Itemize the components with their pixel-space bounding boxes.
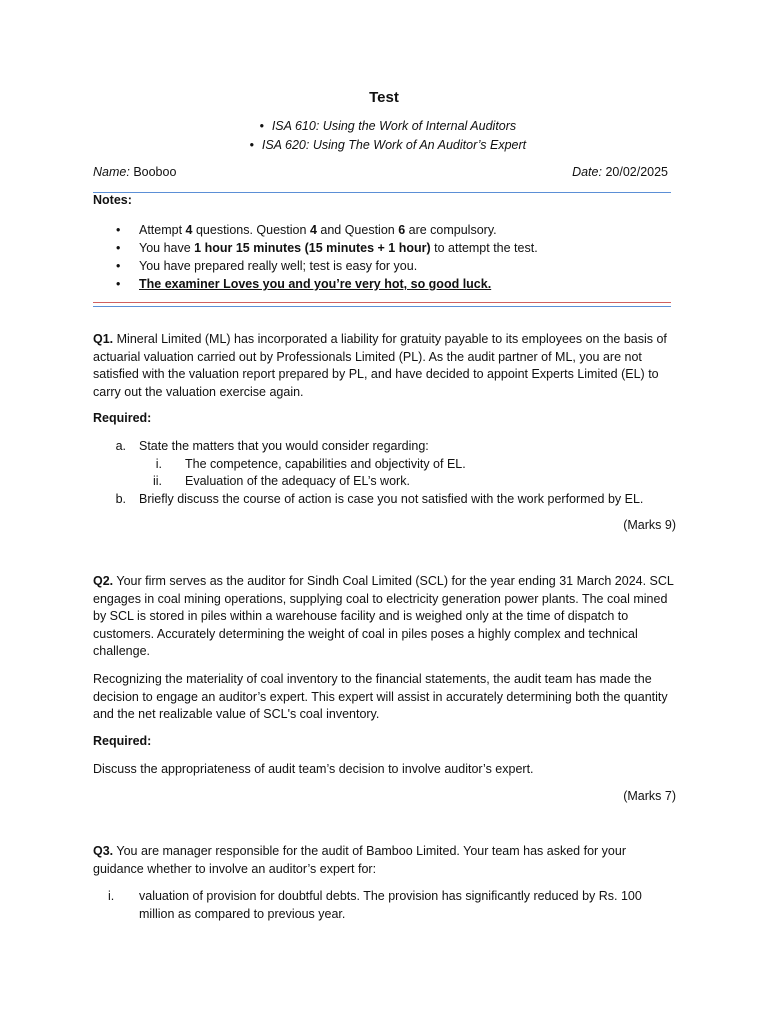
header-meta — [93, 165, 668, 179]
q2-body: Q2. Your firm serves as the auditor for Sindh Coal Limited (SCL) for the year ending 31 March 2024. SCL engages in coal mining operations, supplying coal to electricity generation power plants. The coal mined by SCL is stored in piles within a warehouse facility and is weighed only at the time of dispatch to customers. Accurately determining the weight of coal in piles poses a highly complex and technical challenge. — [93, 574, 674, 659]
q2-marks: (Marks 7) — [623, 789, 676, 803]
date-field: Date: 20/02/2025 — [572, 165, 668, 179]
q3-item-i-label: i. — [108, 889, 115, 903]
q3-body: Q3. You are manager responsible for the audit of Bamboo Limited. Your team has asked for your guidance whether to involve an auditor’s expert for: — [93, 844, 626, 876]
standard-item: • ISA 620: Using The Work of An Auditor’s Expert — [93, 138, 675, 152]
name-field: Name: Booboo — [93, 165, 177, 179]
q1-required: Required: — [93, 411, 152, 425]
q1-marks: (Marks 9) — [623, 518, 676, 532]
bullet-icon: • — [249, 138, 255, 152]
note-item: • You have 1 hour 15 minutes (15 minutes + 1 hour) to attempt the test. — [93, 239, 671, 257]
double-rule-bottom — [93, 306, 671, 307]
q2-label: Q2. — [93, 574, 114, 588]
q1-label: Q1. — [93, 332, 114, 346]
q3-label: Q3. — [93, 844, 114, 858]
notes-list — [93, 221, 671, 293]
q2-required-text: Discuss the appropriateness of audit team’s decision to involve auditor’s expert. — [93, 762, 534, 776]
q1-item-a: a. State the matters that you would consider regarding: — [115, 439, 429, 453]
notes-heading: Notes: — [93, 193, 132, 207]
q1-item-b: b. Briefly discuss the course of action is case you not satisfied with the work performed by EL. — [115, 492, 644, 506]
page-title: Test — [369, 89, 399, 106]
q1-subitem-ii: ii. Evaluation of the adequacy of EL’s work. — [152, 474, 410, 488]
q2-body-2: Recognizing the materiality of coal inventory to the financial statements, the audit team has made the decision to engage an auditor’s expert. This expert will assist in accurately determining both the quantity and the net realizable value of SCL's coal inventory. — [93, 672, 668, 722]
q1-subitem-i: i. The competence, capabilities and objectivity of EL. — [155, 457, 466, 471]
standard-item: • ISA 610: Using the Work of Internal Auditors — [93, 119, 675, 133]
double-rule-top — [93, 302, 671, 303]
q3-item-i-text: valuation of provision for doubtful debts. The provision has significantly reduced by Rs. 100 million as compared to previous year. — [139, 889, 642, 921]
divider — [93, 192, 671, 193]
note-item: • The examiner Loves you and you’re very hot, so good luck. — [93, 275, 671, 293]
note-item: • Attempt 4 questions. Question 4 and Question 6 are compulsory. — [93, 221, 671, 239]
q2-required: Required: — [93, 734, 152, 748]
bullet-icon: • — [259, 119, 265, 133]
note-item: • You have prepared really well; test is easy for you. — [93, 257, 671, 275]
q1-body: Q1. Mineral Limited (ML) has incorporated a liability for gratuity payable to its employees on the basis of actuarial valuation carried out by Professionals Limited (PL). As the audit partner of ML, you are not satisfied with the valuation report prepared by PL, and have decided to appoint Experts Limited (EL) to carry out the valuation exercise again. — [93, 332, 667, 399]
